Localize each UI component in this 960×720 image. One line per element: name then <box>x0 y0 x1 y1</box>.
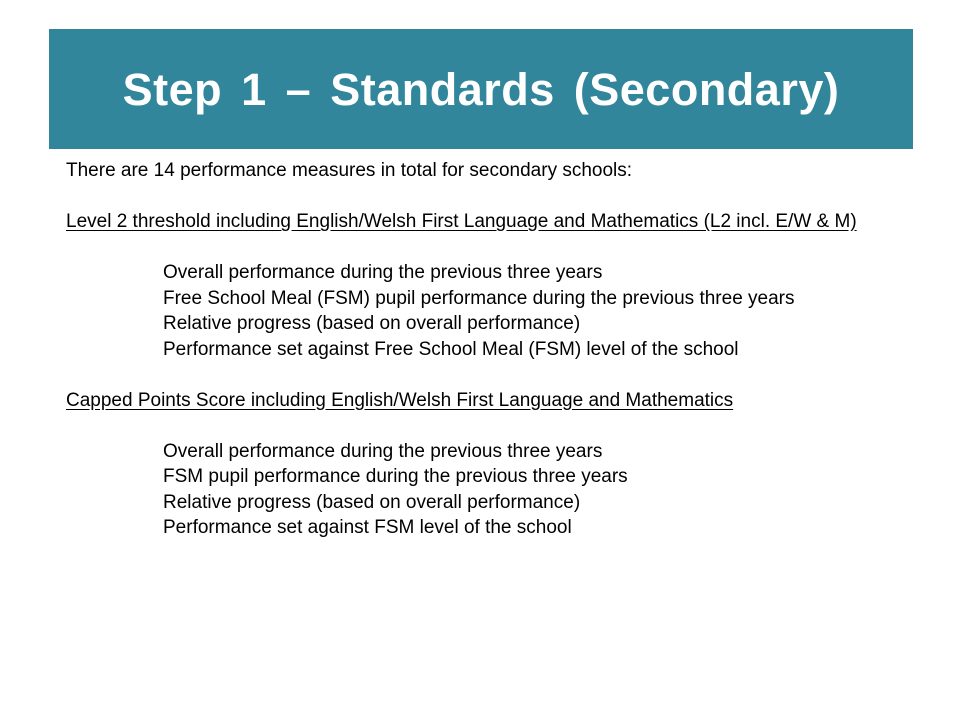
measure-item: Relative progress (based on overall performance) <box>163 491 581 513</box>
slide-body <box>66 158 926 541</box>
group-heading-l2-threshold: Level 2 threshold including English/Welsh First Language and Mathematics (L2 incl. E/W & M) <box>66 211 857 232</box>
spacer <box>66 235 926 261</box>
group-heading-capped-points: Capped Points Score including English/Welsh First Language and Mathematics <box>66 389 734 411</box>
spacer <box>66 184 926 210</box>
spacer <box>66 413 926 439</box>
measure-item: Relative progress (based on overall performance) <box>163 313 581 334</box>
slide-title: Step 1 – Standards (Secondary) <box>122 64 840 115</box>
spacer <box>66 362 926 388</box>
measure-item: Performance set against Free School Meal (FSM) level of the school <box>163 338 739 360</box>
measure-item: Overall performance during the previous three years <box>163 262 603 283</box>
measure-list-capped-points <box>66 439 853 541</box>
intro-text: There are 14 performance measures in total for secondary schools: <box>66 160 633 181</box>
title-bar <box>49 29 913 149</box>
measure-item: Overall performance during the previous three years <box>163 440 603 462</box>
measure-item: Free School Meal (FSM) pupil performance during the previous three years <box>163 287 795 309</box>
measure-list-l2-threshold <box>66 260 853 362</box>
measure-item: FSM pupil performance during the previous three years <box>163 466 628 487</box>
measure-item: Performance set against FSM level of the school <box>163 517 572 538</box>
